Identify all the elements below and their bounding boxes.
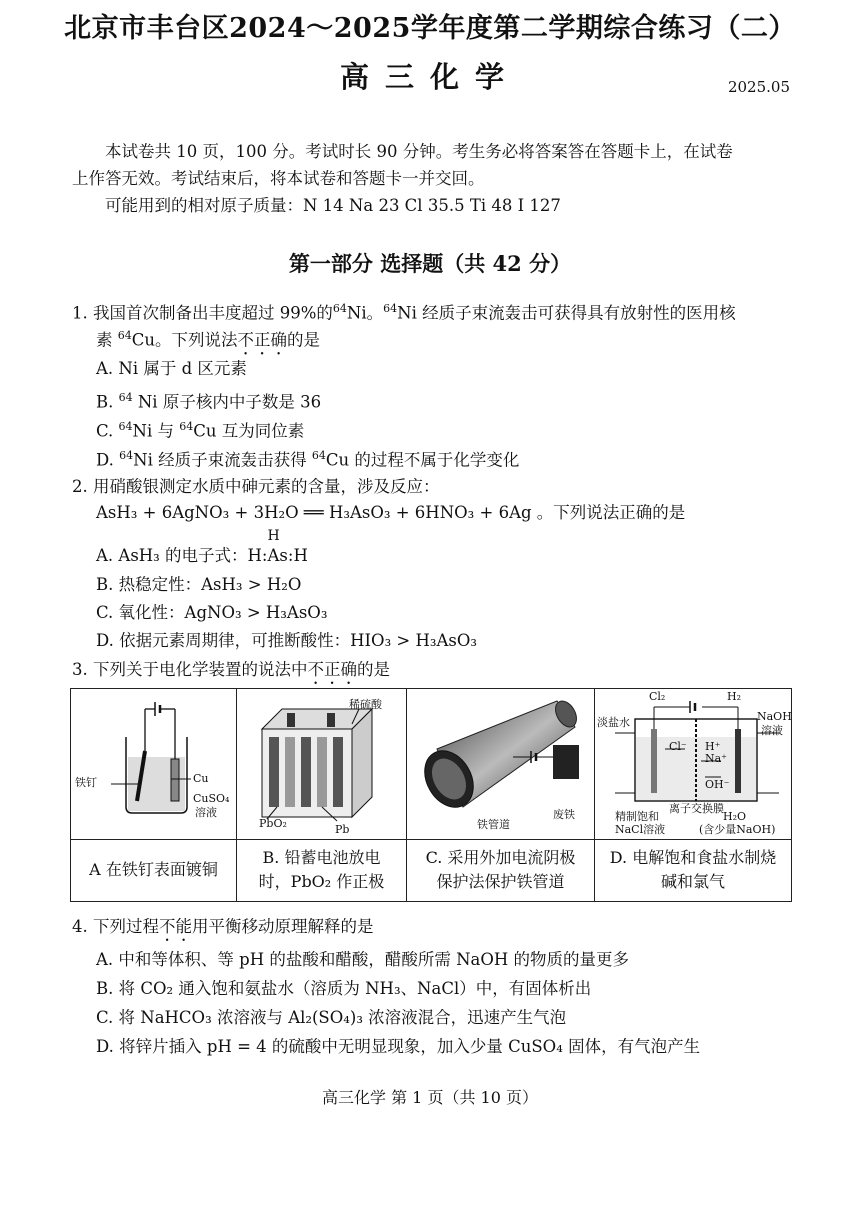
label-cl-ion: Cl⁻ <box>669 740 687 753</box>
q2-stem: 2. 用硝酸银测定水质中砷元素的含量，涉及反应： <box>72 477 440 496</box>
apparatus-c-cathodic-protection <box>407 689 595 839</box>
label-na-ion: Na⁺ <box>705 752 727 765</box>
electron-formula-top-h: H <box>267 528 280 544</box>
q1-option-c: C. $^{64}$Ni 与 $^{64}$Cu 互为同位素 <box>96 420 305 441</box>
q4-stem: 4. 下列过程不能用平衡移动原理解释的是 <box>72 917 374 936</box>
q2-option-b: B. 热稳定性：AsH₃ > H₂O <box>96 575 302 594</box>
label-oh-ion: OH⁻ <box>705 778 730 791</box>
page-footer: 高三化学 第 1 页（共 10 页） <box>322 1088 538 1107</box>
label-iron-pipe: 铁管道 <box>477 818 510 831</box>
label-h-ion: H⁺ <box>705 740 721 753</box>
label-pbo2: PbO₂ <box>259 817 287 830</box>
label-dilute-sulfuric-acid: 稀硫酸 <box>349 698 382 711</box>
apparatus-table <box>70 688 792 902</box>
q2-equation: AsH₃ + 6AgNO₃ + 3H₂O ══ H₃AsO₃ + 6HNO₃ + 6Ag 。下列说法正确的是 <box>96 503 686 522</box>
exam-title: 北京市丰台区2024～2025学年度第二学期综合练习（二） <box>64 13 796 44</box>
caption-b: B. 铅蓄电池放电时，PbO₂ 作正极 <box>237 839 407 901</box>
q2-option-d: D. 依据元素周期律，可推断酸性：HIO₃ > H₃AsO₃ <box>96 631 478 650</box>
label-cu: Cu <box>193 772 209 785</box>
q4-option-d: D. 将锌片插入 pH = 4 的硫酸中无明显现象，加入少量 CuSO₄ 固体，有气泡产生 <box>96 1037 701 1056</box>
q1-option-b: B. $^{64}$ Ni 原子核内中子数是 36 <box>96 391 322 412</box>
label-naoh-solution: 溶液 <box>761 724 783 737</box>
label-cl2: Cl₂ <box>649 690 666 703</box>
q2-option-a: A. AsH₃ 的电子式： H H:As:H <box>96 543 308 569</box>
caption-d: D. 电解饱和食盐水制烧碱和氯气 <box>595 839 791 901</box>
label-cuso4: CuSO₄ <box>193 792 230 805</box>
q4-option-c: C. 将 NaHCO₃ 浓溶液与 Al₂(SO₄)₃ 浓溶液混合，迅速产生气泡 <box>96 1008 567 1027</box>
label-ion-exchange-membrane: 离子交换膜 <box>669 802 724 815</box>
label-scrap-iron: 废铁 <box>553 808 575 821</box>
label-solution-a: 溶液 <box>195 806 217 819</box>
q1-option-d: D. $^{64}$Ni 经质子束流轰击获得 $^{64}$Cu 的过程不属于化学变化 <box>96 449 520 470</box>
caption-a: A 在铁钉表面镀铜 <box>71 839 237 901</box>
q1-stem-line-2: 素 $^{64}$Cu。下列说法不正确的是 <box>96 329 321 350</box>
label-saturated-brine-1: 精制饱和 <box>615 810 659 823</box>
label-h2: H₂ <box>727 690 742 703</box>
apparatus-d-chlor-alkali <box>595 689 791 839</box>
label-h2o-note: (含少量NaOH) <box>699 823 776 836</box>
electron-formula: H:As:H <box>247 546 308 565</box>
label-naoh: NaOH <box>757 710 792 723</box>
lead-battery-diagram <box>237 689 405 837</box>
q2-option-c: C. 氧化性：AgNO₃ > H₃AsO₃ <box>96 603 328 622</box>
section-title: 第一部分 选择题（共 42 分） <box>288 251 572 276</box>
exam-date: 2025.05 <box>727 78 790 96</box>
label-saturated-brine-2: NaCl溶液 <box>615 823 666 836</box>
label-pb: Pb <box>335 823 350 836</box>
subject-title: 高三化学 <box>339 60 520 94</box>
caption-c: C. 采用外加电流阴极保护法保护铁管道 <box>407 839 595 901</box>
instructions-line-1: 本试卷共 10 页，100 分。考试时长 90 分钟。考生务必将答案答在答题卡上，在试卷 <box>105 142 733 161</box>
apparatus-a-electroplating <box>71 689 237 839</box>
label-dilute-brine: 淡盐水 <box>597 716 630 729</box>
instructions-line-2: 上作答无效。考试结束后，将本试卷和答题卡一并交回。 <box>72 169 485 188</box>
q4-option-a: A. 中和等体积、等 pH 的盐酸和醋酸，醋酸所需 NaOH 的物质的量更多 <box>96 950 630 969</box>
apparatus-b-lead-battery <box>237 689 407 839</box>
label-iron-nail: 铁钉 <box>75 776 97 789</box>
q1-stem-line-1: 1. 我国首次制备出丰度超过 99%的$^{64}$Ni。$^{64}$Ni 经质子束流轰击可获得具有放射性的医用核 <box>72 302 736 323</box>
atomic-masses: 可能用到的相对原子质量：N 14 Na 23 Cl 35.5 Ti 48 I 127 <box>105 196 561 215</box>
q1-option-a: A. Ni 属于 d 区元素 <box>96 359 247 378</box>
label-h2o: H₂O <box>723 810 747 823</box>
q4-option-b: B. 将 CO₂ 通入饱和氨盐水（溶质为 NH₃、NaCl）中，有固体析出 <box>96 979 592 998</box>
q3-stem: 3. 下列关于电化学装置的说法中不正确的是 <box>72 660 390 679</box>
